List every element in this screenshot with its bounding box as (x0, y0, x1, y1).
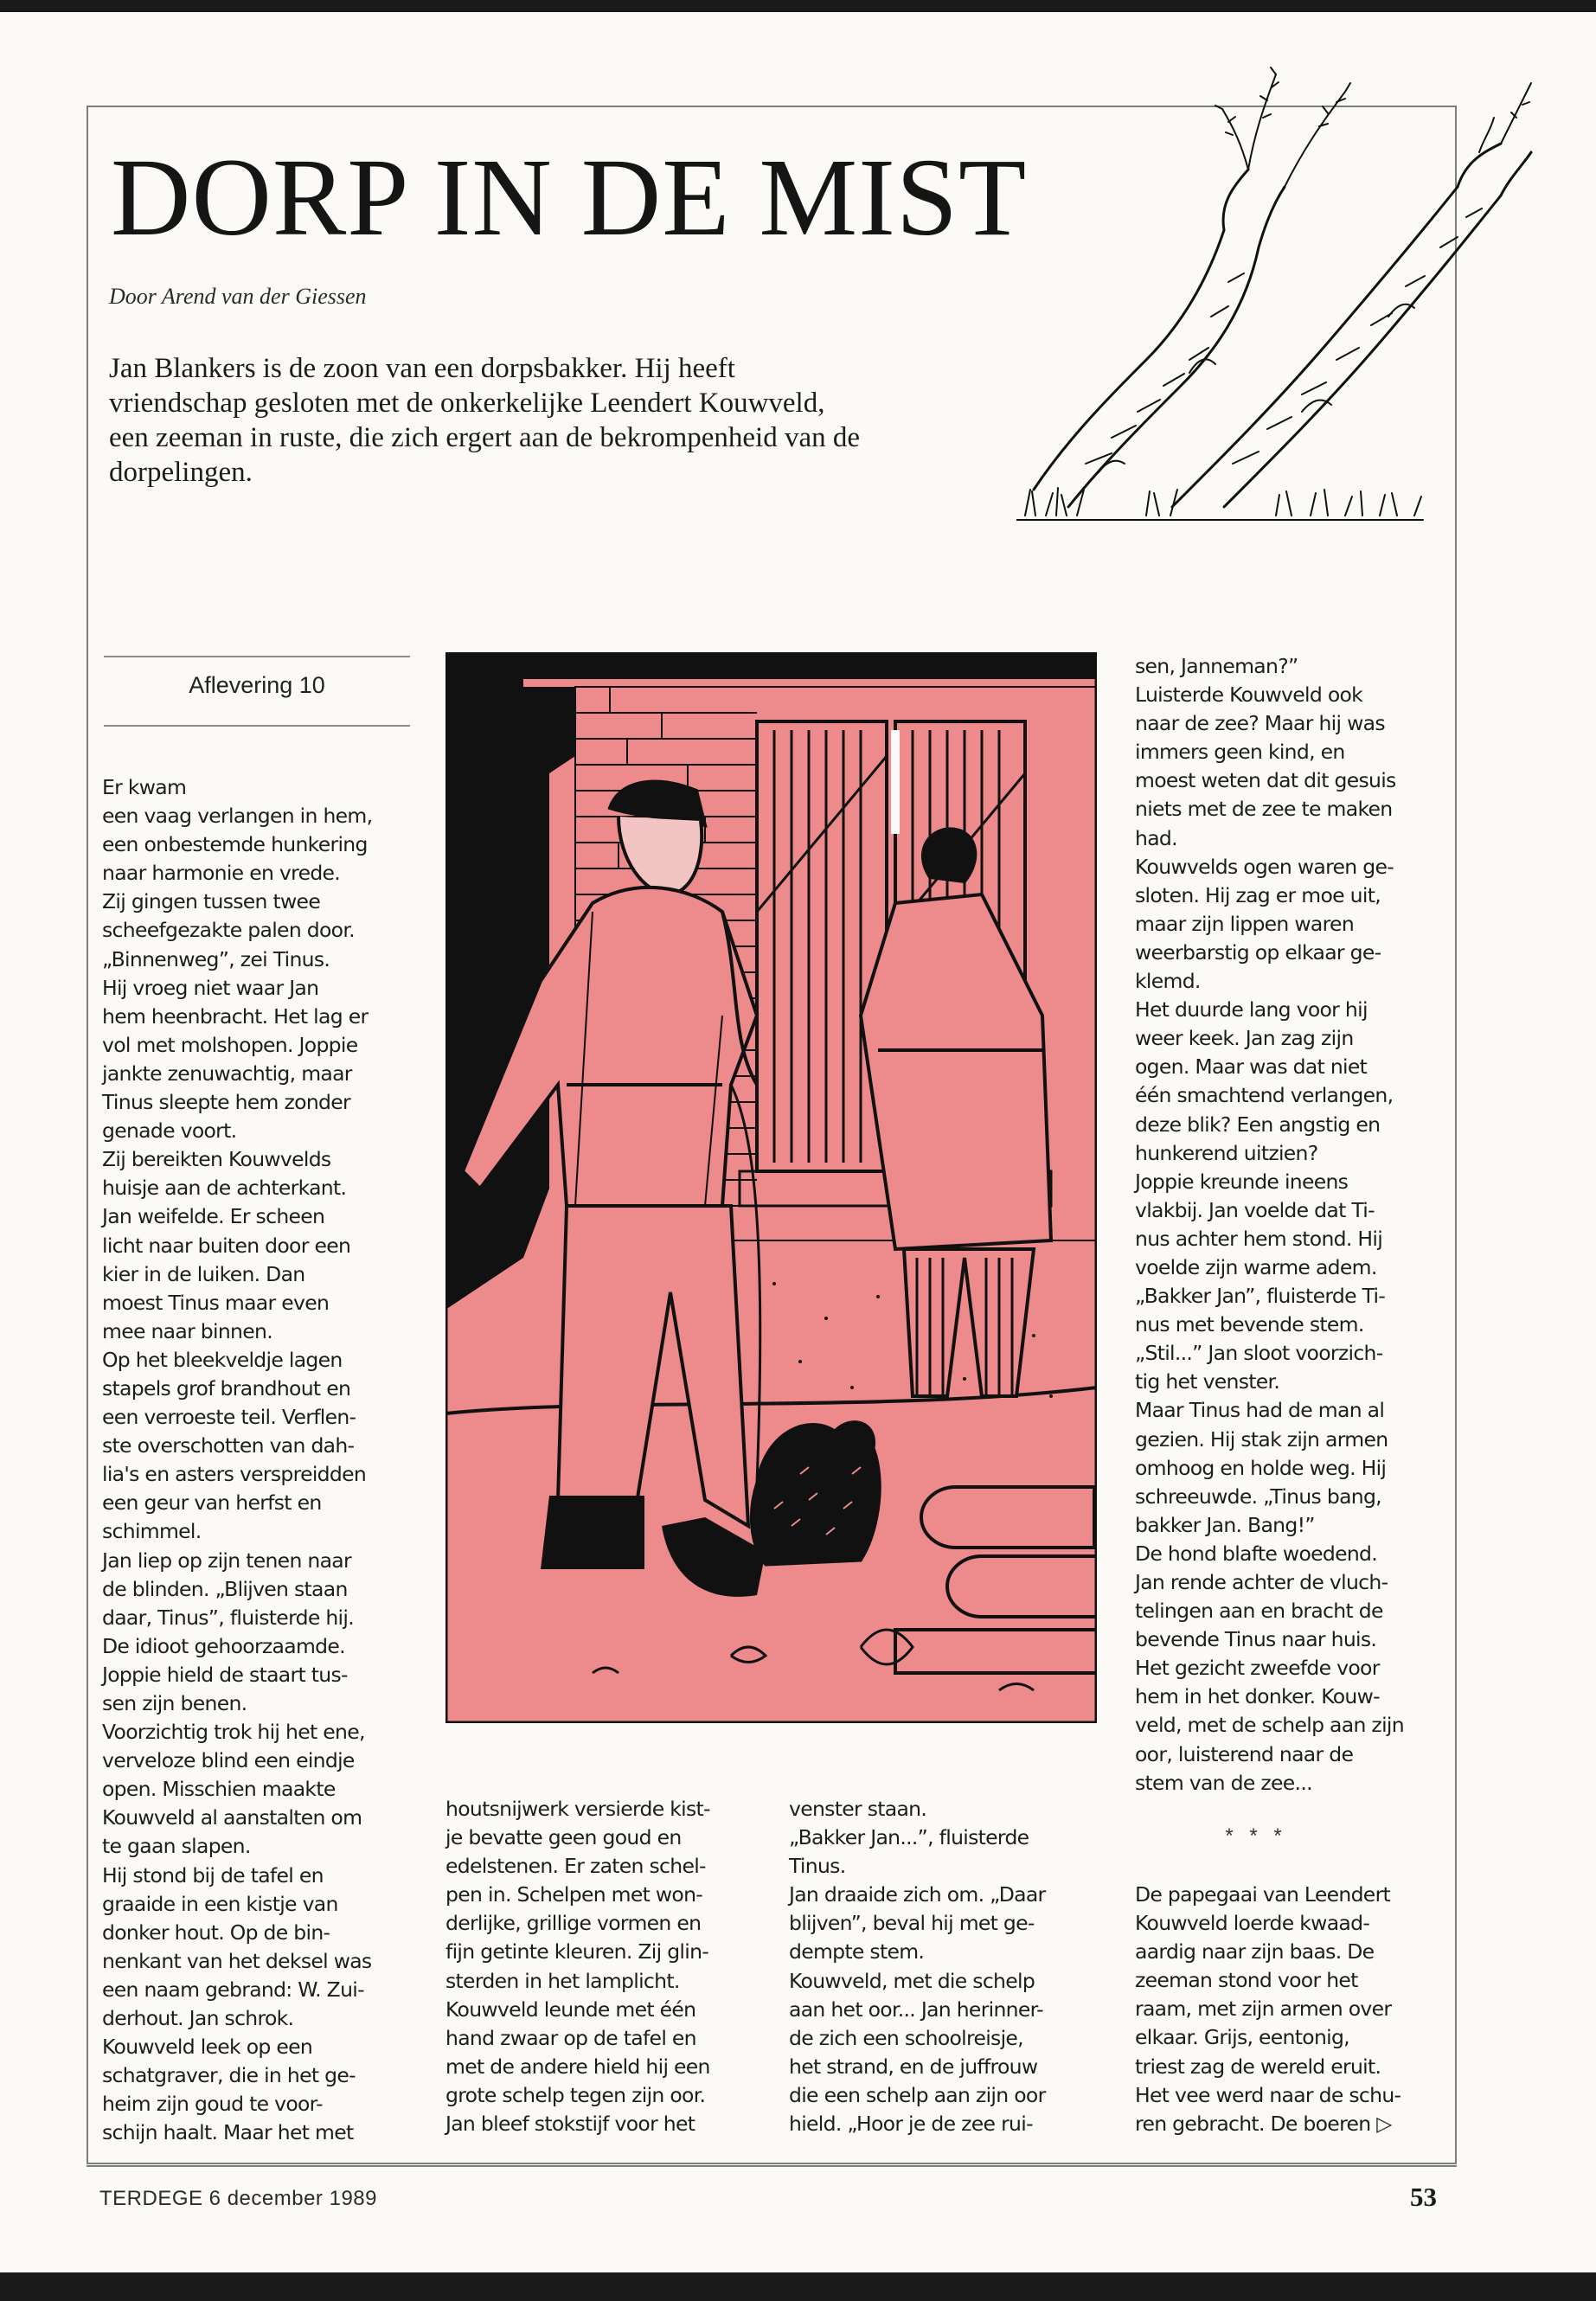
text-column-4-continued: De papegaai van Leendert Kouwveld loerde kwaad- aardig naar zijn baas. De zeeman stond voor het raam, met zijn armen over elkaar. Grijs, eentonig, triest zag de wereld eruit. Het vee werd naar de schu- ren gebracht. De boeren ▷ (1135, 1882, 1401, 2136)
episode-bottom-rule (104, 725, 410, 727)
text-column-2: houtsnijwerk versierde kist- je bevatte geen goud en edelstenen. Er zaten schel- pen in. Schelpen met won- derlijke, grillige vormen en fijn getinte kleuren. Zij glin- sterden in het lamplicht. Kouwveld leunde met één hand zwaar op de tafel en met de andere hield hij een grote schelp tegen zijn oor. Jan bleef stokstijf voor het (445, 1797, 710, 2137)
section-separator: * * * (1225, 1824, 1287, 1848)
willow-trees-illustration (1016, 57, 1535, 529)
text-column-1: Er kwam een vaag verlangen in hem, een onbestemde hunkering naar harmonie en vrede. Zij gingen tussen twee scheefgezakte palen door. „Binnenweg”, zei Tinus. Hij vroeg niet waar Jan hem heenbracht. Het lag er vol met molshopen. Joppie jankte zenuwachtig, maar Tinus sleepte hem zonder genade voort. Zij bereikten Kouwvelds huisje aan de achterkant. Jan weifelde. Er scheen licht naar buiten door een kier in de luiken. Dan moest Tinus maar even mee naar binnen. Op het bleekveldje lagen stapels grof brandhout en een verroeste teil. Verflen- ste overschotten van dah- lia's en asters verspreidden een geur van herfst en schimmel. Jan liep op zijn tenen naar de blinden. „Blijven staan daar, Tinus”, fluisterde hij. De idioot gehoorzaamde. Joppie hield de staart tus- sen zijn benen. Voorzichtig trok hij het ene, verveloze blind een eindje open. Misschien maakte Kouwveld al aanstalten om te gaan slapen. Hij stond bij de tafel en graaide in een kistje van donker hout. Op de bin- nenkant van het deksel was een naam gebrand: W. Zui- derhout. Jan schrok. Kouwveld leek op een schatgraver, die in het ge- heim zijn goud te voor- schijn haalt. Maar het met (102, 775, 373, 2145)
episode-top-rule (104, 656, 410, 657)
text-column-3: venster staan. „Bakker Jan...”, fluisterde Tinus. Jan draaide zich om. „Daar blijven”, beval hij met ge- dempte stem. Kouwveld, met die schelp aan het oor... Jan herinner- de zich een schoolreisje, het strand, en de juffrouw die een schelp aan zijn oor hield. „Hoor je de zee rui- (789, 1797, 1046, 2137)
episode-label: Aflevering 10 (189, 672, 325, 698)
article-title: DORP IN DE MIST (111, 136, 1028, 259)
article-byline: Door Arend van der Giessen (109, 284, 367, 309)
story-illustration (445, 652, 1097, 1723)
article-intro: Jan Blankers is de zoon van een dorpsbakker. Hij heeft vriendschap gesloten met de onkerkelijke Leendert Kouwveld, een zeeman in ruste, die zich ergert aan de bekrompenheid van de dorpelingen. (109, 353, 860, 488)
text-column-4: sen, Janneman?” Luisterde Kouwveld ook naar de zee? Maar hij was immers geen kind, en moest weten dat dit gesuis niets met de zee te maken had. Kouwvelds ogen waren ge- sloten. Hij zag er moe uit, maar zijn lippen waren weerbarstig op elkaar ge- klemd. Het duurde lang voor hij weer keek. Jan zag zijn ogen. Maar was dat niet één smachtend verlangen, deze blik? Een angstig en hunkerend uitzien? Joppie kreunde ineens vlakbij. Jan voelde dat Ti- nus achter hem stond. Hij voelde zijn warme adem. „Bakker Jan”, fluisterde Ti- nus met bevende stem. „Stil...” Jan sloot voorzich- tig het venster. Maar Tinus had de man al gezien. Hij stak zijn armen omhoog en holde weg. Hij schreeuwde. „Tinus bang, bakker Jan. Bang!” De hond blafte woedend. Jan rende achter de vluch- telingen aan en bracht de bevende Tinus naar huis. Het gezicht zweefde voor hem in het donker. Kouw- veld, met de schelp aan zijn oor, luisterend naar de stem van de zee... (1135, 654, 1404, 1795)
footer-publication: TERDEGE 6 december 1989 (99, 2187, 377, 2210)
magazine-page (0, 12, 1596, 2272)
page-number: 53 (1410, 2182, 1437, 2212)
footer-rule (87, 2165, 1457, 2167)
